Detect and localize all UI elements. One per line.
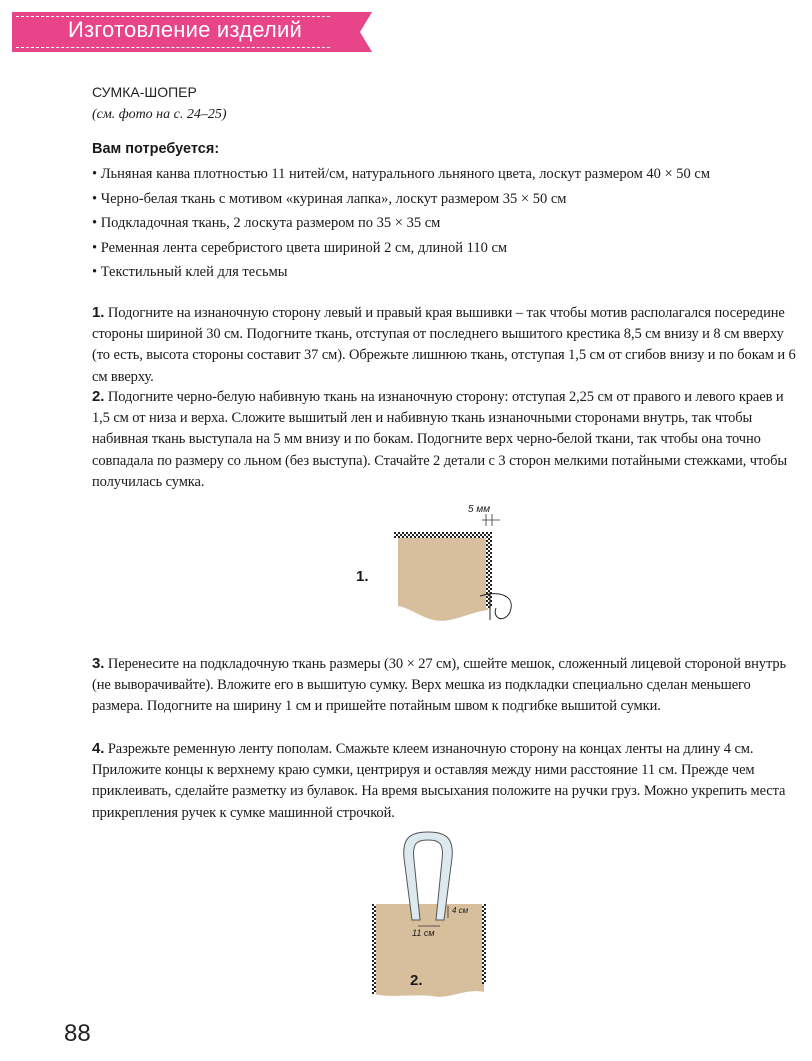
houndstooth-border-left	[372, 904, 376, 994]
materials-item: • Текстильный клей для тесьмы	[92, 264, 288, 280]
step-text: Перенесите на подкладочную ткань размеры (30 × 27 см), сшейте мешок, сложенный лицевой стороной внутрь (не выворачивайте). Вложите его в вышитую сумку. Верх мешка из подкладки специально сделан меньшего размера. Подогните на ширину 1 см и пришейте потайным швом к подгибке вышитой сумки.	[92, 656, 787, 715]
step-text: Разрежьте ременную ленту пополам. Смажьте клеем изнаночную сторону на концах ленты на длину 4 см. Приложите концы к верхнему краю сумки, центрируя и оставляя между ними расстояние 11 см. Прежде чем приклеивать, сделайте разметку из булавок. На время высыхания положите на ручки груз. Можно укрепить места прикрепления ручек к сумке машинной строчкой.	[92, 741, 786, 821]
step-text: Подогните черно-белую набивную ткань на изнаночную сторону: отступая 2,25 см от правого и левого краев и 1,5 см от низа и верха. Сложите вышитый лен и набивную ткань изнаночными сторонами внутрь, так чтобы набивная ткань выступала на 5 мм внизу и по бокам. Подогните верх черно-белой ткани, так чтобы она точно совпадала по размеру со льном (без выступа). Стачайте 2 детали с 3 сторон мелкими потайными стежками, чтобы получилась сумка.	[92, 389, 788, 490]
houndstooth-border-right	[482, 904, 486, 984]
materials-item: • Подкладочная ткань, 2 лоскута размером по 35 × 35 см	[92, 215, 441, 231]
linen-fabric	[398, 538, 488, 621]
houndstooth-border-right	[486, 532, 492, 608]
bag-body	[374, 904, 484, 997]
step-2	[92, 386, 804, 493]
photo-reference: (см. фото на с. 24–25)	[92, 107, 227, 122]
figure-2	[360, 828, 500, 1008]
page-number: 88	[64, 1020, 91, 1047]
step-number: 1.	[92, 304, 105, 321]
figure-label: 2.	[410, 972, 423, 989]
figure-1	[350, 500, 530, 630]
step-number: 4.	[92, 740, 105, 757]
section-banner	[12, 12, 342, 52]
houndstooth-border-top	[394, 532, 492, 538]
materials-item: • Льняная канва плотностью 11 нитей/см, натурального льняного цвета, лоскут размером 40 × 50 см	[92, 166, 711, 182]
step-number: 3.	[92, 655, 105, 672]
step-number: 2.	[92, 388, 105, 405]
figure-label: 1.	[356, 568, 369, 585]
step-3	[92, 653, 804, 718]
step-4	[92, 738, 804, 824]
step-text: Подогните на изнаночную сторону левый и правый края вышивки – так чтобы мотив располагался посередине стороны шириной 30 см. Подогните ткань, отступая от последнего вышитого крестика 8,5 см внизу и 8 см вверху (то есть, высота стороны составит 37 см). Обрежьте лишнюю ткань, отступая 1,5 см от сгибов внизу и по бокам и 6 см вверху.	[92, 305, 796, 385]
materials-list	[92, 164, 710, 287]
figure-1-illustration	[350, 500, 530, 630]
figure-2-illustration	[360, 828, 500, 1008]
step-1	[92, 302, 804, 388]
section-title: Изготовление изделий	[68, 17, 302, 42]
project-title: СУМКА-ШОПЕР	[92, 84, 197, 100]
materials-item: • Черно-белая ткань с мотивом «куриная лапка», лоскут размером 35 × 50 см	[92, 190, 567, 207]
materials-item: • Ременная лента серебристого цвета шириной 2 см, длиной 110 см	[92, 239, 508, 256]
width-dimension-label: 11 см	[412, 928, 435, 938]
height-dimension-label: 4 см	[452, 906, 469, 915]
materials-heading: Вам потребуется:	[92, 141, 220, 157]
dimension-label: 5 мм	[468, 504, 491, 515]
